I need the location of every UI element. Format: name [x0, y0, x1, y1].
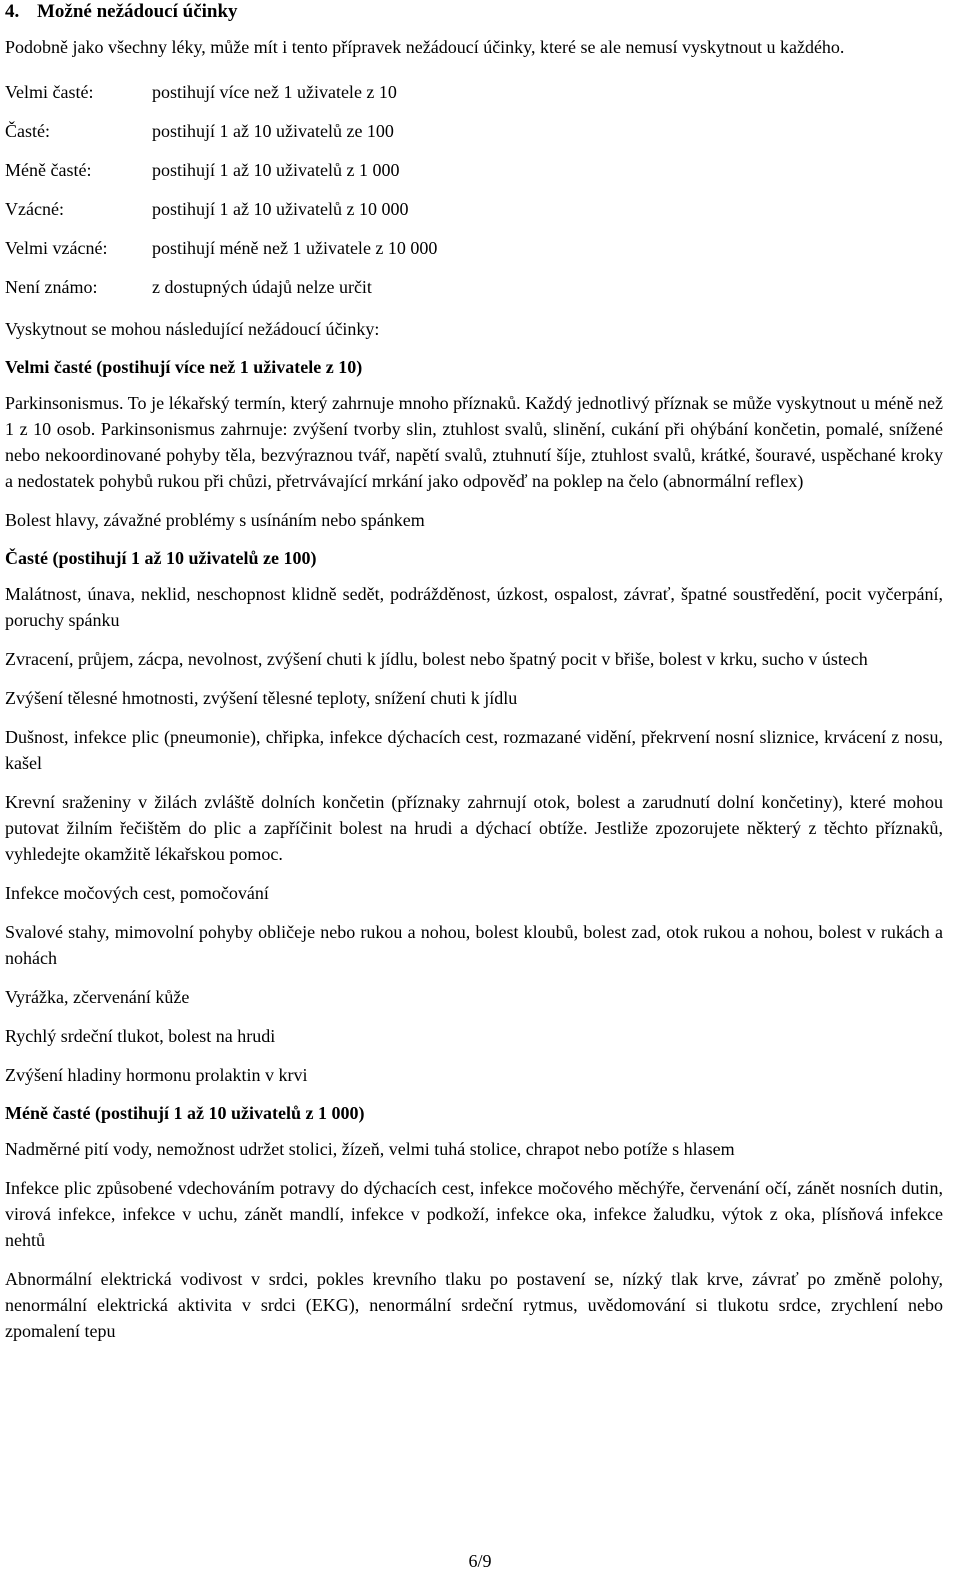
section-title: Možné nežádoucí účinky: [37, 1, 238, 22]
effect-paragraph: Infekce plic způsobené vdechováním potravy do dýchacích cest, infekce močového měchýře, červenání očí, zánět nosních dutin, virová infekce, infekce v uchu, zánět mandlí, infekce v podkoží, infekce oka, infekce žaludku, výtok z oka, plísňová infekce nehtů: [5, 1178, 943, 1250]
effect-paragraph: Abnormální elektrická vodivost v srdci, pokles krevního tlaku po postavení se, nízký tlak krve, závrať po změně polohy, nenormální elektrická aktivita v srdci (EKG), nenormální srdeční rytmus, uvědomování si tlukotu srdce, zrychlení nebo zpomalení tepu: [5, 1269, 943, 1341]
effect-paragraph: Parkinsonismus. To je lékařský termín, který zahrnuje mnoho příznaků. Každý jednotlivý příznak se může vyskytnout u méně než 1 z 10 osob. Parkinsonismus zahrnuje: zvýšení tvorby slin, ztuhlost svalů, slinění, cukání při ohýbání končetin, pomalé, snížené nebo nekoordinované pohyby těla, bezvýraznou tvář, napětí svalů, ztuhnutí šíje, ztuhlost svalů, krátké, šouravé, uspěchané kroky a nedostatek pohybů rukou při chůzi, přetrvávající mrkání jako odpověď na poklep na čelo (abnormální reflex): [5, 393, 943, 491]
frequency-row: [5, 228, 943, 267]
frequency-desc: z dostupných údajů nelze určit: [152, 276, 372, 297]
frequency-row: [5, 267, 943, 306]
frequency-desc: postihují 1 až 10 uživatelů ze 100: [152, 120, 394, 141]
section-heading: [5, 0, 943, 24]
effect-paragraph: Nadměrné pití vody, nemožnost udržet stolici, žízeň, velmi tuhá stolice, chrapot nebo potíže s hlasem: [5, 1139, 735, 1159]
effect-paragraph: Dušnost, infekce plic (pneumonie), chřipka, infekce dýchacích cest, rozmazané vidění, překrvení nosní sliznice, krvácení z nosu, kašel: [5, 727, 943, 773]
effect-paragraph: Malátnost, únava, neklid, neschopnost klidně sedět, podrážděnost, úzkost, ospalost, závrať, špatné soustředění, pocit vyčerpání, poruchy spánku: [5, 584, 943, 630]
effect-paragraph: Infekce močových cest, pomočování: [5, 883, 269, 903]
frequency-term: Není známo:: [5, 276, 98, 297]
document-page: [5, 0, 943, 1344]
frequency-definitions: [5, 72, 943, 306]
frequency-row: [5, 111, 943, 150]
frequency-desc: postihují 1 až 10 uživatelů z 10 000: [152, 198, 409, 219]
effect-paragraph: Krevní sraženiny v žilách zvláště dolních končetin (příznaky zahrnují otok, bolest a zarudnutí dolní končetiny), které mohou putovat žilním řečištěm do plic a zapříčinit bolest na hrudi a dýchací obtíže. Jestliže zpozorujete některý z těchto příznaků, vyhledejte okamžitě lékařskou pomoc.: [5, 792, 943, 864]
lead-sentence: Vyskytnout se mohou následující nežádoucí účinky:: [5, 319, 380, 339]
frequency-row: [5, 150, 943, 189]
effect-paragraph: Zvracení, průjem, zácpa, nevolnost, zvýšení chuti k jídlu, bolest nebo špatný pocit v břiše, bolest v krku, sucho v ústech: [5, 649, 868, 669]
frequency-term: Velmi vzácné:: [5, 237, 108, 258]
effect-paragraph: Svalové stahy, mimovolní pohyby obličeje nebo rukou a nohou, bolest kloubů, bolest zad, otok rukou a nohou, bolest v rukách a nohách: [5, 922, 943, 968]
effect-paragraph: Zvýšení hladiny hormonu prolaktin v krvi: [5, 1065, 308, 1085]
intro-paragraph: Podobně jako všechny léky, může mít i tento přípravek nežádoucí účinky, které se ale nemusí vyskytnout u každého.: [5, 37, 845, 57]
frequency-desc: postihují 1 až 10 uživatelů z 1 000: [152, 159, 400, 180]
heading-uncommon: Méně časté (postihují 1 až 10 uživatelů z 1 000): [5, 1103, 365, 1123]
frequency-term: Vzácné:: [5, 198, 64, 219]
heading-common: Časté (postihují 1 až 10 uživatelů ze 100): [5, 548, 317, 568]
heading-very-common: Velmi časté (postihují více než 1 uživatele z 10): [5, 357, 363, 377]
section-number: 4.: [5, 1, 20, 22]
frequency-term: Méně časté:: [5, 159, 92, 180]
effect-paragraph: Bolest hlavy, závažné problémy s usínáním nebo spánkem: [5, 510, 425, 530]
frequency-row: [5, 72, 943, 111]
page-number: 6/9: [468, 1551, 492, 1571]
effect-paragraph: Zvýšení tělesné hmotnosti, zvýšení tělesné teploty, snížení chuti k jídlu: [5, 688, 518, 708]
frequency-desc: postihují více než 1 uživatele z 10: [152, 81, 397, 102]
effect-paragraph: Vyrážka, zčervenání kůže: [5, 987, 190, 1007]
frequency-term: Velmi časté:: [5, 81, 94, 102]
frequency-term: Časté:: [5, 120, 50, 141]
frequency-desc: postihují méně než 1 uživatele z 10 000: [152, 237, 438, 258]
frequency-row: [5, 189, 943, 228]
effect-paragraph: Rychlý srdeční tlukot, bolest na hrudi: [5, 1026, 276, 1046]
